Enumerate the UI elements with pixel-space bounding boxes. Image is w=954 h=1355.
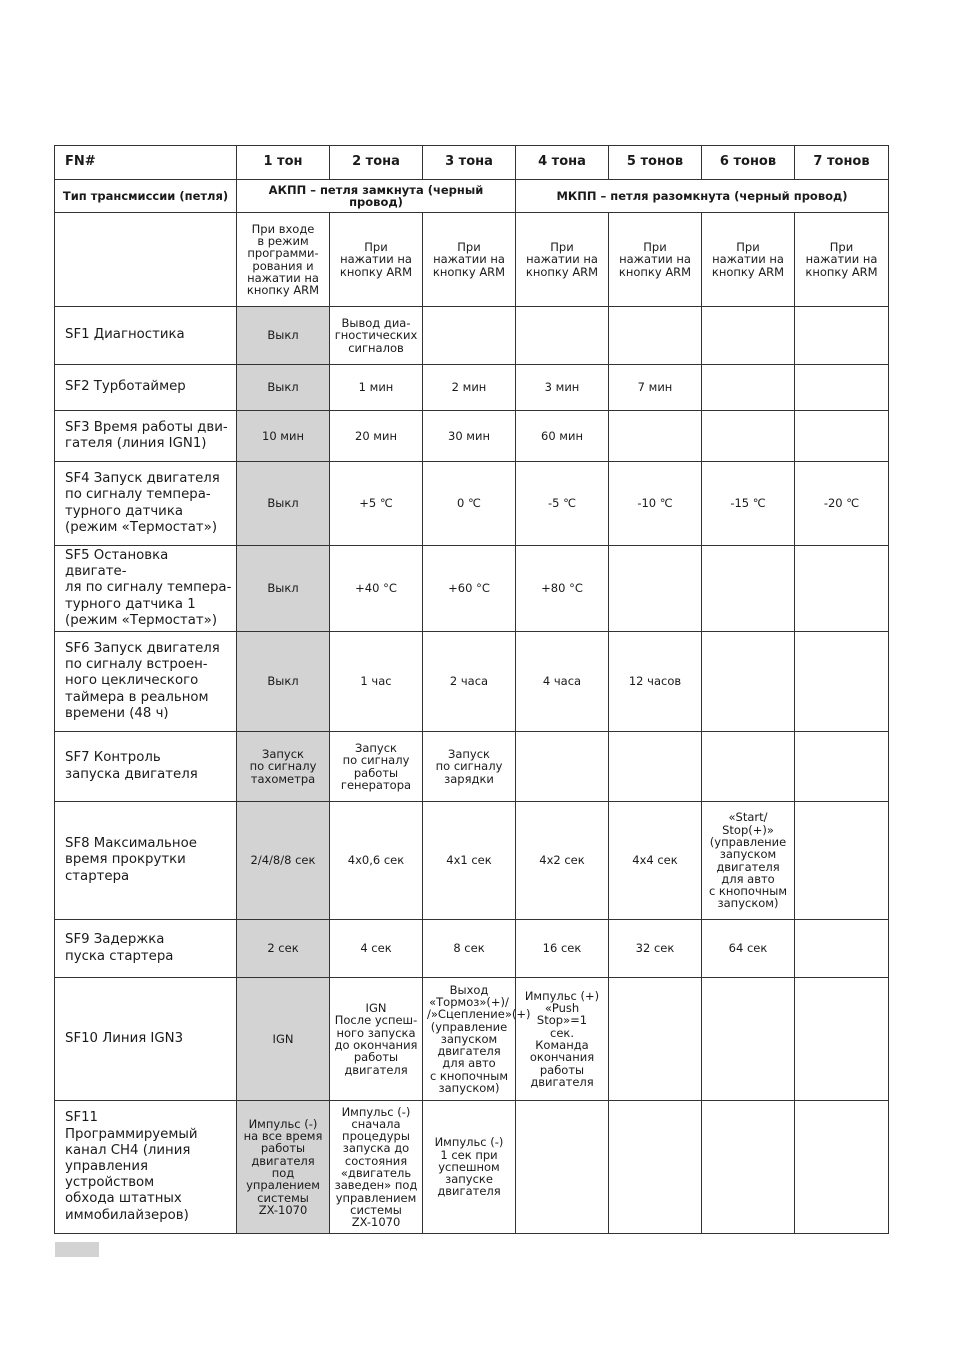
- tone-header: 4 тона: [516, 146, 609, 180]
- value-cell: 4 часа: [516, 632, 609, 732]
- function-name: SF2 Турботаймер: [55, 365, 237, 411]
- value-cell: [795, 978, 889, 1101]
- default-value-cell: IGN: [237, 978, 330, 1101]
- value-cell: 30 мин: [423, 411, 516, 462]
- tone-header: 1 тон: [237, 146, 330, 180]
- value-cell: 2 часа: [423, 632, 516, 732]
- function-row: [55, 1101, 889, 1234]
- press-cell: При нажатии на кнопку ARM: [423, 213, 516, 307]
- value-cell: [516, 307, 609, 365]
- value-cell: +5 ℃: [330, 462, 423, 546]
- function-name: SF11 Программируемый канал CH4 (линия управления устройством обхода штатных иммобилайзеров): [55, 1101, 237, 1234]
- press-first-cell: При входе в режим программи- рования и нажатии на кнопку ARM: [237, 213, 330, 307]
- page-marker: [55, 1242, 99, 1257]
- value-cell: 4х4 сек: [609, 802, 702, 920]
- value-cell: [702, 732, 795, 802]
- tone-header: 3 тона: [423, 146, 516, 180]
- value-cell: 60 мин: [516, 411, 609, 462]
- value-cell: [795, 546, 889, 632]
- value-cell: 20 мин: [330, 411, 423, 462]
- tone-header: 2 тона: [330, 146, 423, 180]
- value-cell: [609, 732, 702, 802]
- value-cell: «Start/ Stop(+)» (управление запуском двигателя для авто с кнопочным запуском): [702, 802, 795, 920]
- default-value-cell: Выкл: [237, 546, 330, 632]
- value-cell: 64 сек: [702, 920, 795, 978]
- value-cell: 4х1 сек: [423, 802, 516, 920]
- press-row: [55, 213, 889, 307]
- value-cell: Импульс (-) сначала процедуры запуска до состояния «двигатель заведен» под управлением системы ZX-1070: [330, 1101, 423, 1234]
- value-cell: 16 сек: [516, 920, 609, 978]
- default-value-cell: Импульс (-) на все время работы двигателя под упралением системы ZX-1070: [237, 1101, 330, 1234]
- default-value-cell: 10 мин: [237, 411, 330, 462]
- function-row: [55, 978, 889, 1101]
- value-cell: 2 мин: [423, 365, 516, 411]
- tone-header-row: [55, 146, 889, 180]
- value-cell: Вывод диа- гностических сигналов: [330, 307, 423, 365]
- function-row: [55, 732, 889, 802]
- transmission-label: Тип трансмиссии (петля): [55, 180, 237, 213]
- value-cell: Выход «Тормоз»(+)/ /»Сцепление»(+) (управление запуском двигателя для авто с кнопочным запуском): [423, 978, 516, 1101]
- transmission-row: [55, 180, 889, 213]
- value-cell: [702, 411, 795, 462]
- value-cell: [609, 978, 702, 1101]
- value-cell: [702, 978, 795, 1101]
- function-name: SF1 Диагностика: [55, 307, 237, 365]
- value-cell: 4 сек: [330, 920, 423, 978]
- value-cell: [795, 632, 889, 732]
- value-cell: 8 сек: [423, 920, 516, 978]
- press-cell: При нажатии на кнопку ARM: [330, 213, 423, 307]
- value-cell: [795, 1101, 889, 1234]
- value-cell: [702, 632, 795, 732]
- function-name: SF6 Запуск двигателя по сигналу встроен- ного цеклического таймера в реальном времени (48 ч): [55, 632, 237, 732]
- default-value-cell: 2 сек: [237, 920, 330, 978]
- value-cell: [609, 1101, 702, 1234]
- fn-header: FN#: [55, 146, 237, 180]
- value-cell: +60 °C: [423, 546, 516, 632]
- value-cell: [795, 365, 889, 411]
- value-cell: IGN После успеш- ного запуска до окончания работы двигателя: [330, 978, 423, 1101]
- value-cell: 12 часов: [609, 632, 702, 732]
- value-cell: [516, 1101, 609, 1234]
- akpp-label: АКПП – петля замкнута (черный провод): [237, 180, 516, 213]
- value-cell: +40 °C: [330, 546, 423, 632]
- default-value-cell: Выкл: [237, 462, 330, 546]
- function-row: [55, 920, 889, 978]
- value-cell: -10 ℃: [609, 462, 702, 546]
- value-cell: [795, 307, 889, 365]
- value-cell: 7 мин: [609, 365, 702, 411]
- function-row: [55, 307, 889, 365]
- function-name: SF5 Остановка двигате- ля по сигналу темпера- турного датчика 1 (режим «Термостат»): [55, 546, 237, 632]
- press-cell: При нажатии на кнопку ARM: [609, 213, 702, 307]
- value-cell: 32 сек: [609, 920, 702, 978]
- value-cell: Запуск по сигналу работы генератора: [330, 732, 423, 802]
- press-cell: При нажатии на кнопку ARM: [516, 213, 609, 307]
- value-cell: 4х2 сек: [516, 802, 609, 920]
- value-cell: -20 ℃: [795, 462, 889, 546]
- mkpp-label: МКПП – петля разомкнута (черный провод): [516, 180, 889, 213]
- value-cell: [423, 307, 516, 365]
- value-cell: [795, 802, 889, 920]
- value-cell: 3 мин: [516, 365, 609, 411]
- value-cell: [702, 1101, 795, 1234]
- value-cell: Запуск по сигналу зарядки: [423, 732, 516, 802]
- value-cell: [795, 920, 889, 978]
- press-cell: При нажатии на кнопку ARM: [795, 213, 889, 307]
- default-value-cell: Выкл: [237, 632, 330, 732]
- value-cell: [795, 732, 889, 802]
- value-cell: [702, 546, 795, 632]
- function-name: SF7 Контроль запуска двигателя: [55, 732, 237, 802]
- empty-cell: [55, 213, 237, 307]
- function-row: [55, 632, 889, 732]
- function-name: SF9 Задержка пуска стартера: [55, 920, 237, 978]
- value-cell: [795, 411, 889, 462]
- function-row: [55, 411, 889, 462]
- tone-header: 6 тонов: [702, 146, 795, 180]
- value-cell: 0 ℃: [423, 462, 516, 546]
- value-cell: [609, 411, 702, 462]
- value-cell: Импульс (-) 1 сек при успешном запуске двигателя: [423, 1101, 516, 1234]
- value-cell: 1 час: [330, 632, 423, 732]
- value-cell: [609, 546, 702, 632]
- value-cell: [702, 365, 795, 411]
- value-cell: 1 мин: [330, 365, 423, 411]
- function-row: [55, 462, 889, 546]
- tone-header: 5 тонов: [609, 146, 702, 180]
- value-cell: +80 °C: [516, 546, 609, 632]
- default-value-cell: 2/4/8/8 сек: [237, 802, 330, 920]
- function-name: SF4 Запуск двигателя по сигналу темпера- турного датчика (режим «Термостат»): [55, 462, 237, 546]
- value-cell: Импульс (+) «Push Stop»=1 сек. Команда окончания работы двигателя: [516, 978, 609, 1101]
- default-value-cell: Выкл: [237, 307, 330, 365]
- settings-table: [54, 145, 889, 1234]
- value-cell: -5 ℃: [516, 462, 609, 546]
- press-cell: При нажатии на кнопку ARM: [702, 213, 795, 307]
- value-cell: -15 ℃: [702, 462, 795, 546]
- function-name: SF8 Максимальное время прокрутки стартера: [55, 802, 237, 920]
- default-value-cell: Выкл: [237, 365, 330, 411]
- function-row: [55, 365, 889, 411]
- value-cell: [516, 732, 609, 802]
- function-name: SF10 Линия IGN3: [55, 978, 237, 1101]
- function-row: [55, 802, 889, 920]
- value-cell: 4х0,6 сек: [330, 802, 423, 920]
- tone-header: 7 тонов: [795, 146, 889, 180]
- default-value-cell: Запуск по сигналу тахометра: [237, 732, 330, 802]
- value-cell: [702, 307, 795, 365]
- value-cell: [609, 307, 702, 365]
- function-name: SF3 Время работы дви- гателя (линия IGN1): [55, 411, 237, 462]
- function-row: [55, 546, 889, 632]
